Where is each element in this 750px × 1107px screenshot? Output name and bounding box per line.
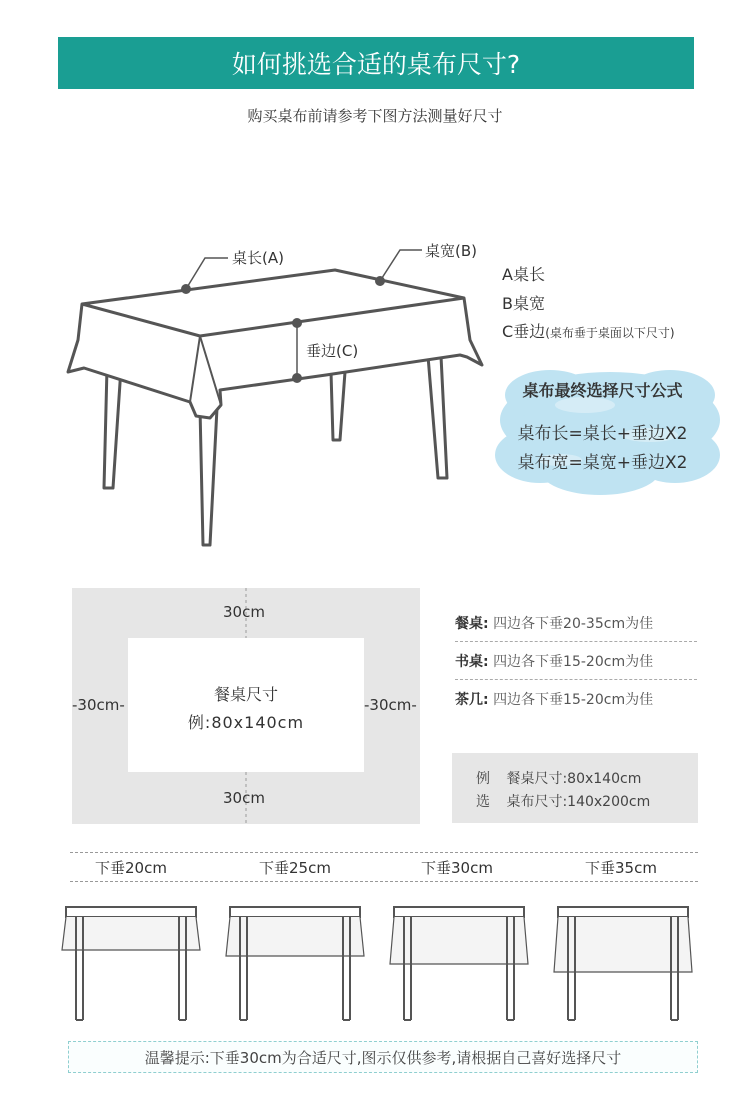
example-cloth-size: 桌布尺寸:140x200cm [506,794,651,810]
example-mark-1: 例 [476,771,490,787]
drop-table-30 [390,907,528,1020]
dim-center-title: 餐桌尺寸 [213,685,278,704]
rule-text: 四边各下垂20-35cm为佳 [493,616,654,632]
legend-c-main: C垂边 [502,322,546,341]
divider [70,881,698,882]
dim-right: -30cm- [364,696,417,714]
example-box [452,753,698,823]
label-table-width: 桌宽(B) [425,242,477,260]
legend-c-note: (桌布垂于桌面以下尺寸) [545,326,675,340]
dim-left: -30cm- [72,696,125,714]
drop-label-25: 下垂25cm [259,859,331,877]
drop-table-20 [62,907,200,1020]
tip-text: 温馨提示:下垂30cm为合适尺寸,图示仅供参考,请根据自己喜好选择尺寸 [144,1048,622,1067]
page-title: 如何挑选合适的桌布尺寸? [231,50,521,79]
legend-a: A桌长 [502,265,545,284]
drop-label-20: 下垂20cm [95,859,167,877]
table-leg [200,408,217,545]
subtitle: 购买桌布前请参考下图方法测量好尺寸 [247,107,503,125]
tablecloth-shape [68,270,482,418]
label-drop: 垂边(C) [306,342,359,360]
rule-desk [455,651,697,671]
drop-table-25 [226,907,364,1020]
rule-text: 四边各下垂15-20cm为佳 [493,692,654,708]
drop-table-35 [554,907,692,1020]
rule-name: 茶几: [455,692,489,708]
table-leg [104,368,121,488]
table-leg [428,356,447,478]
dim-center-example: 例:80x140cm [187,713,305,732]
rule-coffee-table [455,689,697,709]
dim-top: 30cm [223,603,265,621]
drop-label-35: 下垂35cm [585,859,657,877]
formula-title: 桌布最终选择尺寸公式 [522,381,683,400]
divider [455,641,697,642]
example-table-size: 餐桌尺寸:80x140cm [506,771,642,787]
tip-box [68,1041,698,1073]
legend-c [502,319,675,342]
drop-label-30: 下垂30cm [421,859,493,877]
drop-illustrations [0,900,750,1030]
formula-width: 桌布宽=桌宽+垂边X2 [517,453,688,473]
divider [455,679,697,680]
legend-b: B桌宽 [502,294,545,313]
divider [70,852,698,853]
rule-name: 书桌: [455,654,489,670]
rule-text: 四边各下垂15-20cm为佳 [493,654,654,670]
rule-dining [455,613,697,633]
example-row-2 [476,791,650,811]
example-row-1 [476,768,641,788]
example-mark-2: 选 [476,794,490,810]
table-leg [331,372,345,440]
label-table-length: 桌长(A) [232,249,284,267]
formula-length: 桌布长=桌长+垂边X2 [517,424,688,444]
dim-bottom: 30cm [223,789,265,807]
rule-name: 餐桌: [455,616,489,632]
